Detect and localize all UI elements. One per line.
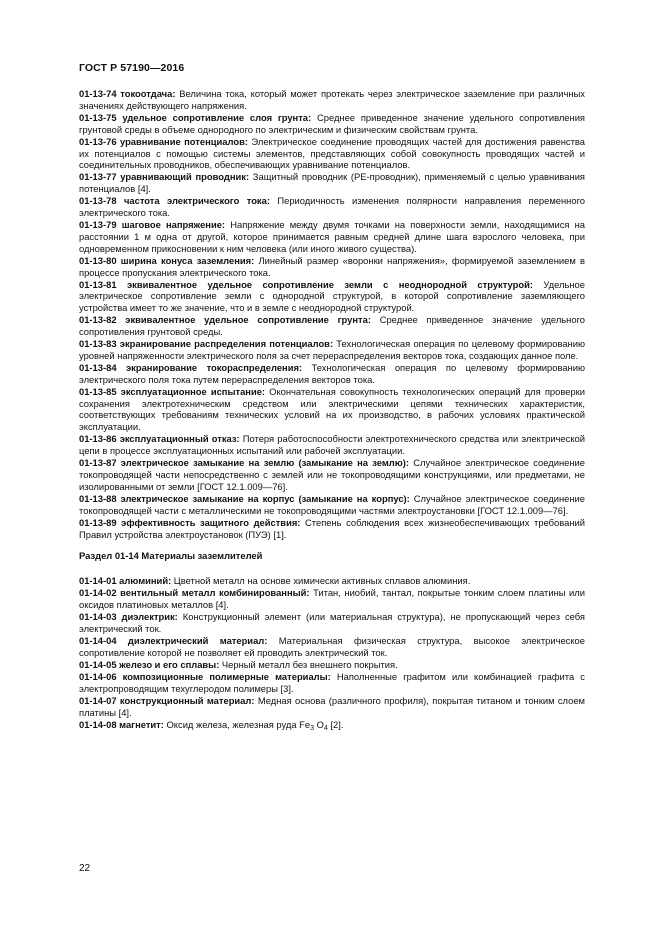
document-body: [79, 88, 585, 731]
entry-definition: Степень соблюдения всех жизнеобеспечивающих требований Правил устройства электроустановок (ПУЭ) [1].: [79, 516, 585, 540]
entry-definition: Конструкционный элемент (или материальная структура), не пропускающий через себя электрический ток.: [79, 611, 585, 634]
glossary-entry: [79, 587, 585, 610]
entry-definition: Технологическая операция по целевому формированию электрического поля тока путем перераспределения векторов тока.: [79, 362, 585, 385]
entry-term: 01-13-85 эксплуатационное испытание:: [79, 386, 266, 398]
glossary-entry: [79, 611, 585, 634]
glossary-entry: [79, 635, 585, 658]
entry-definition: Технологическая операция по целевому формированию уровней напряженности электрического поля за счет перераспределения векторов тока, создающих данное поле.: [79, 338, 585, 361]
glossary-entry: [79, 136, 585, 171]
glossary-entry: [79, 433, 585, 456]
document-header: ГОСТ Р 57190—2016: [79, 62, 185, 74]
entry-term: 01-13-75 удельное сопротивление слоя грунта:: [79, 111, 312, 123]
entry-term: 01-13-88 электрическое замыкание на корпус (замыкание на корпус):: [79, 492, 410, 504]
glossary-entry: [79, 493, 585, 516]
glossary-entry: [79, 171, 585, 194]
entry-definition: Потеря работоспособности электротехнического средства или электрической цепи в процессе эксплуатационных испытаний или рабочей эксплуатации.: [79, 433, 585, 457]
glossary-entry: [79, 88, 585, 111]
glossary-entry: [79, 362, 585, 385]
glossary-list-13: [79, 88, 585, 540]
glossary-entry: [79, 575, 585, 587]
glossary-entry: 01-14-08 магнетит: Оксид железа, железная руда $Fe_3$ $O_4$ [2].: [79, 718, 344, 732]
glossary-entry: [79, 386, 585, 433]
entry-term: 01-13-86 эксплуатационный отказ:: [79, 433, 240, 445]
glossary-entry: [79, 517, 585, 540]
entry-term: 01-13-87 электрическое замыкание на землю (замыкание на землю):: [79, 457, 409, 469]
entry-term: 01-13-80 ширина конуса заземления:: [79, 254, 255, 266]
glossary-entry: [79, 671, 585, 694]
entry-definition: Наполненные графитом или комбинацией графита с электропроводящим техуглеродом полимеры [3].: [79, 671, 585, 694]
glossary-entry: [79, 659, 585, 671]
entry-term: 01-13-89 эффективность защитного действия:: [79, 516, 301, 528]
entry-term: 01-13-83 экранирование распределения потенциалов:: [79, 338, 334, 350]
entry-definition: Напряжение между двумя точками на поверхности земли, находящимися на расстоянии 1 м одна от другой, которое принимается равным средней длине шага взрослого человека, при одновременном прикосновении к ним человека (или иного живого существа).: [79, 219, 585, 254]
entry-definition: Медная основа (различного профиля), покрытая титаном и тонким слоем платины [4].: [79, 694, 585, 718]
entry-term: 01-13-81 эквивалентное удельное сопротивление земли с неоднородной структурой:: [79, 278, 533, 290]
entry-definition: Случайное электрическое соединение токопроводящей части с металлическими не токопроводящими частями электроустановки [ГОСТ 12.1.009—76].: [79, 492, 585, 516]
glossary-entry: [79, 338, 585, 361]
entry-term: 01-14-03 диэлектрик:: [79, 611, 178, 623]
entry-definition: Черный металл без внешнего покрытия.: [219, 658, 398, 670]
entry-definition: Цветной металл на основе химически активных сплавов алюминия.: [171, 574, 471, 586]
entry-term: 01-13-82 эквивалентное удельное сопротивление грунта:: [79, 314, 371, 326]
glossary-list-14: [79, 575, 585, 718]
glossary-entry: [79, 457, 585, 492]
glossary-entry: [79, 314, 585, 337]
entry-term: 01-13-74 токоотдача:: [79, 88, 176, 99]
glossary-entry: [79, 255, 585, 278]
entry-definition: Величина тока, который может протекать через электрическое заземление при различных значениях действующего напряжения.: [79, 88, 585, 111]
glossary-entry: [79, 695, 585, 718]
entry-definition: Электрическое соединение проводящих частей для достижения равенства их потенциалов с помощью системы элементов, представляющих собой совокупность проводящих частей и соединительных проводников, обеспечивающих уравнивание потенциалов.: [79, 135, 586, 171]
glossary-entry: [79, 279, 585, 314]
entry-term: 01-13-78 частота электрического тока:: [79, 195, 270, 207]
entry-definition: Среднее приведенное значение удельного сопротивления грунтовой среды в объеме однородного по электрическим и физическим свойствам грунта.: [79, 111, 586, 135]
entry-definition: Среднее приведенное значение удельного сопротивления грунтовой среды.: [79, 314, 586, 338]
entry-term: 01-14-05 железо и его сплавы:: [79, 658, 220, 670]
entry-term: 01-14-01 алюминий:: [79, 574, 172, 586]
entry-term: 01-13-84 экранирование токораспределения:: [79, 362, 303, 374]
entry-term: 01-14-08 магнетит:: [79, 718, 164, 730]
entry-term: 01-13-77 уравнивающий проводник:: [79, 171, 250, 183]
entry-term: 01-13-76 уравнивание потенциалов:: [79, 135, 248, 147]
glossary-entry: [79, 112, 585, 135]
entry-definition: Титан, ниобий, тантал, покрытые тонким слоем платины или оксидов платиновых металлов [4].: [79, 587, 585, 610]
entry-definition: Периодичность изменения полярности направления переменного электрического тока.: [79, 195, 585, 219]
entry-definition: Защитный проводник (РЕ-проводник), применяемый с целью уравнивания потенциалов [4].: [79, 171, 586, 195]
entry-term: 01-14-04 диэлектрический материал:: [79, 634, 268, 646]
entry-definition: Удельное электрическое сопротивление земли с однородной структурой, в которой сопротивление заземляющего устройства имеет то же значение, что и в земле с неоднородной структурой.: [79, 278, 585, 314]
entry-definition: Окончательная совокупность технологических операций для проверки сохранения электротехническим средством или электрическими цепями технических характеристик, соответствующих требованиям технических условий на их производство, в рабочих условиях практической эксплуатации.: [79, 386, 585, 433]
page-number: 22: [79, 863, 91, 874]
entry-definition: Линейный размер «воронки напряжения», формируемой заземлением в процессе пропускания электрического тока.: [79, 254, 586, 278]
section-heading: Раздел 01-14 Материалы заземлителей: [79, 550, 263, 562]
entry-definition: Случайное электрическое соединение токопроводящей части непосредственно с землей или не токопроводящими конструкциями, или предметами, не изолированными от земли [ГОСТ 12.1.009—76].: [79, 457, 585, 492]
glossary-entry: [79, 219, 585, 254]
glossary-entry: [79, 195, 585, 218]
entry-definition: Материальная физическая структура, высокое электрическое сопротивление которой не позволяет ей проводить электрический ток.: [79, 634, 585, 658]
entry-term: 01-13-79 шаговое напряжение:: [79, 219, 226, 231]
entry-term: 01-14-07 конструкционный материал:: [79, 694, 255, 706]
entry-term: 01-14-06 композиционные полимерные материалы:: [79, 671, 331, 683]
entry-term: 01-14-02 вентильный металл комбинированный:: [79, 587, 310, 599]
